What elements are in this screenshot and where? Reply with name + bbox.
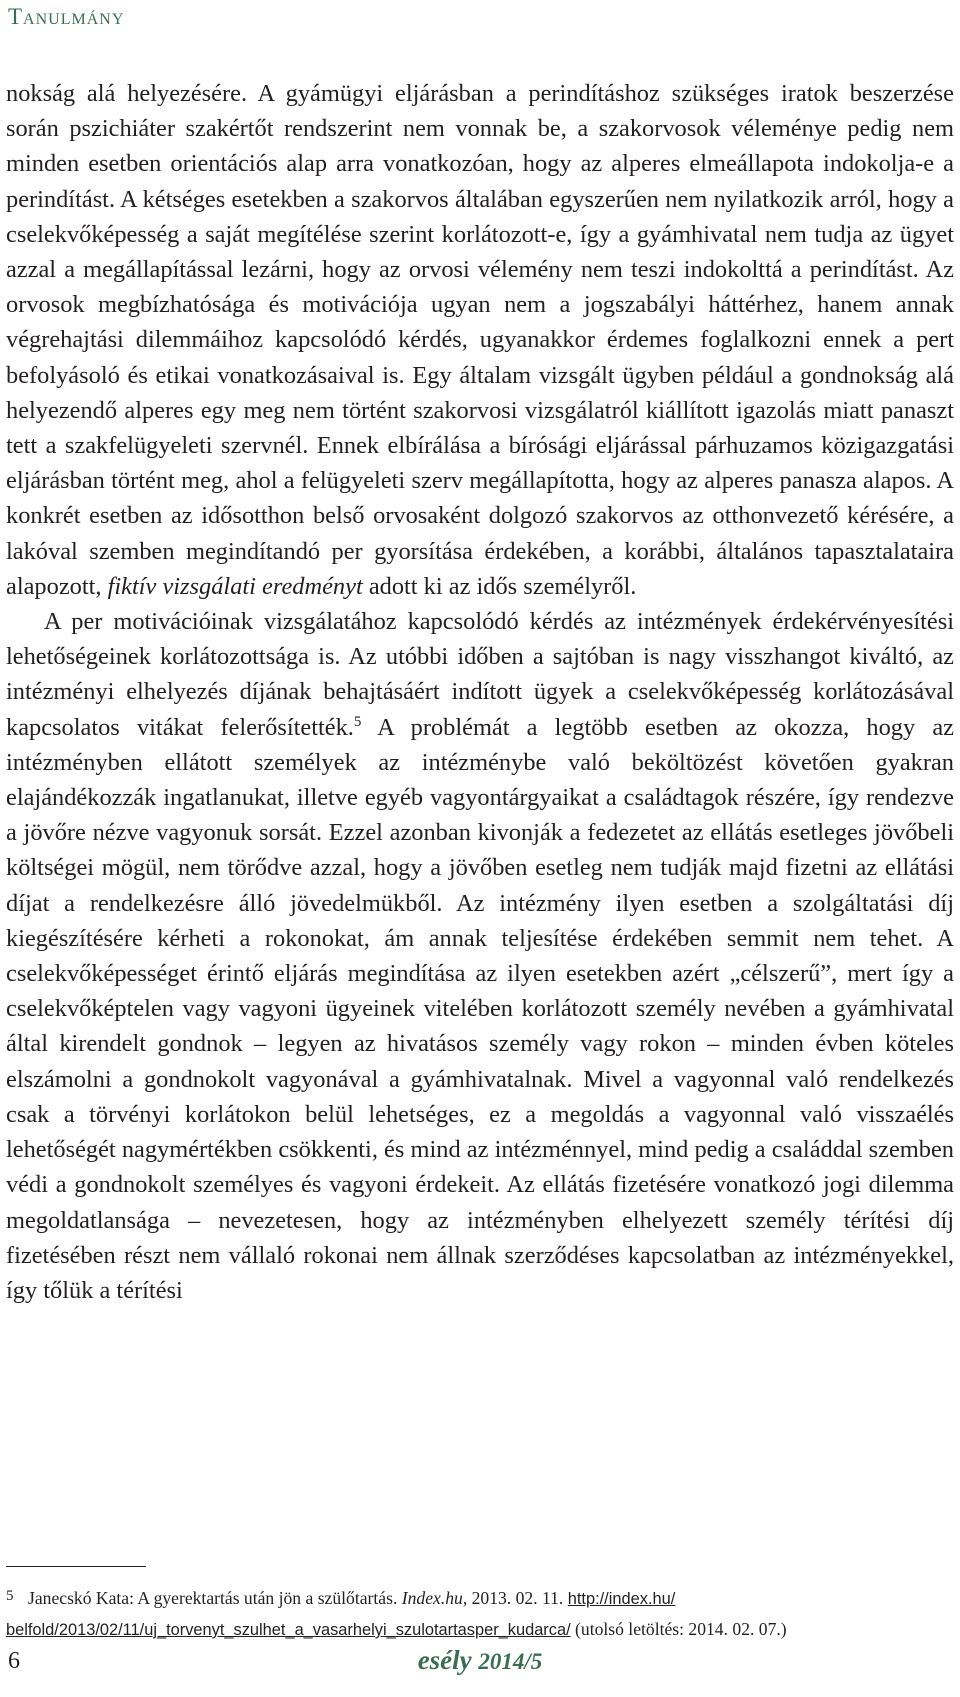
paragraph-2-text-b: A problémát a legtöbb esetben az okozza, hogy az intézményben ellátott személyek az intézménybe való beköltözést követően gyakran elajándékozzák ingatlanukat, illetve egyéb vagyontárgyaikat a családtagok részére, így rendezve a jövőre nézve vagyonuk sorsát. Ezzel azonban kivonják a fedezetet az ellátás esetleges jövőbeli költségei mögül, nem törődve azzal, hogy a jövőben esetleg nem tudják majd fizetni az ellátási díjat a rendelkezésre álló jövedelmükből. Az intézmény ilyen esetben a szolgáltatási díj kiegészítésére kérheti a rokonokat, ám annak teljesítése érdekében semmit nem tehet. A cselekvőképességet érintő eljárás megindítása az ilyen esetekben azért „célszerű”, mert így a cselekvőképtelen vagy vagyoni ügyeinek vitelében korlátozott személy nevében a gyámhivatal által kirendelt gondnok – legyen az hivatásos személy vagy rokon – minden évben köteles elszámolni a gondnokolt vagyonával a gyámhivatalnak. Mivel a vagyonnal való rendelkezés csak a törvényi korlátokon belül lehetséges, ez a megoldás a vagyonnal való visszaélés lehetőségét nagymértékben csökkenti, és mind az intézménnyel, mind pedig a családdal szemben védi a gondnokolt személyes és vagyoni érdekeit. Az ellátás fizetésére vonatkozó jogi dilemma megoldatlansága – nevezetesen, hogy az intézményben elhelyezett személy térítési díj fizetésében részt nem vállaló rokonai nem állnak szerződéses kapcsolatban az intézményekkel, így tőlük a térítési <box>6 713 954 1304</box>
footnote-reference[interactable]: 5 <box>353 713 362 730</box>
footnote-link-part-2[interactable]: belfold/2013/02/11/uj_torvenyt_szulhet_a_vasarhelyi_szulotartasper_kudarca/ <box>6 1621 571 1639</box>
journal-name: esély <box>417 1645 472 1675</box>
paragraph-1-text-a: nokság alá helyezésére. A gyámügyi eljárásban a perindításhoz szükséges iratok beszerzése során pszichiáter szakértőt rendszerint nem vonnak be, a szakorvosok véleménye pedig nem minden esetben orientációs alap arra vonatkozóan, hogy az alperes elmeállapota indokolja-e a perindítást. A kétséges esetekben a szakorvos általában egyszerűen nem nyilatkozik arról, hogy a cselekvőképesség a saját megítélése szerint korlátozott-e, így a gyámhivatal nem tudja az ügyet azzal a megállapítással lezárni, hogy az orvosi vélemény nem teszi indokolttá a perindítást. Az orvosok megbízhatósága és motivációja ugyan nem a jogszabályi háttérhez, hanem annak végrehajtási dilemmáihoz kapcsolódó kérdés, ugyanakkor érdemes foglalkozni ennek a pert befolyásoló és etikai vonatkozásaival is. Egy általam vizsgált ügyben például a gondnokság alá helyezendő alperes egy meg nem történt szakorvosi vizsgálatról kiállított igazolás miatt panaszt tett a szakfelügyeleti szervnél. Ennek elbírálása a bírósági eljárással párhuzamos közigazgatási eljárásban történt meg, ahol a felügyeleti szerv megállapította, hogy az alperes panasza alapos. A konkrét esetben az idősotthon belső orvosaként dolgozó szakorvos az otthonvezető kérésére, a lakóval szemben megindítandó per gyorsítása érdekében, a korábbi, általános tapasztalataira alapozott, <box>6 80 954 600</box>
italic-phrase: fiktív vizsgálati eredményt <box>107 572 363 600</box>
paragraph-1-text-b: adott ki az idős személyről. <box>362 572 637 600</box>
footnote-number: 5 <box>6 1588 14 1604</box>
journal-footer <box>0 1645 960 1676</box>
running-head: Tanulmány <box>8 4 125 29</box>
article-body <box>6 76 954 1308</box>
footnote-author-title: Janecskó Kata: A gyerektartás után jön a szülőtartás. <box>28 1588 402 1608</box>
footnote-divider <box>6 1566 146 1567</box>
footnote-source: Index.hu, <box>401 1588 468 1608</box>
paragraph-1 <box>6 76 954 604</box>
footnote <box>6 1581 956 1645</box>
paragraph-2-text-a: A per motivációinak vizsgálatához kapcsolódó kérdés az intézmények érdekérvényesítési lehetőségeinek korlátozottsága is. Az utóbbi időben a sajtóban is nagy visszhangot kiváltó, az intézményi elhelyezés díjának behajtásáért indított ügyek a cselekvőképesség korlátozásával kapcsolatos vitákat felerősítették. <box>6 608 954 741</box>
footnote-accessed: (utolsó letöltés: 2014. 02. 07.) <box>570 1619 787 1639</box>
footnote-date: 2013. 02. 11. <box>467 1588 568 1608</box>
page-number: 6 <box>8 1648 20 1674</box>
footnote-link-part-1[interactable]: http://index.hu/ <box>567 1590 676 1608</box>
paragraph-2 <box>6 604 954 1308</box>
journal-issue: 2014/5 <box>478 1649 543 1674</box>
